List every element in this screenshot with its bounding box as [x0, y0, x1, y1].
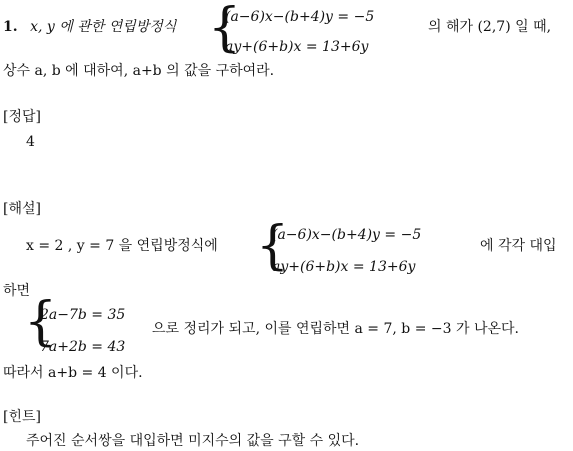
solution-system-eq2: ay+(6+b)x = 13+6y — [272, 259, 416, 275]
left-brace-icon: { — [24, 292, 58, 352]
left-brace-icon: { — [256, 216, 290, 276]
solution-line1-pre: x = 2 , y = 7 을 연립방정식에 — [26, 238, 218, 254]
problem-after: 의 해가 (2,7) 일 때, — [428, 19, 552, 35]
solution-system-eq1: (a−6)x−(b+4)y = −5 — [272, 227, 422, 243]
solution-line1-post: 에 각각 대입 — [480, 238, 557, 254]
problem-line-2: 상수 a, b 에 대하여, a+b 의 값을 구하여라. — [3, 63, 275, 79]
solution-heading: [해설] — [3, 201, 41, 217]
problem-line-1 — [3, 18, 176, 36]
problem-system-eq1: (a−6)x−(b+4)y = −5 — [225, 9, 375, 25]
solution-system2-eq1: 2a−7b = 35 — [40, 307, 126, 323]
solution-line3: 으로 정리가 되고, 이를 연립하면 a = 7, b = −3 가 나온다. — [152, 321, 519, 337]
hint-heading: [힌트] — [3, 409, 41, 425]
problem-intro: x, y 에 관한 연립방정식 — [30, 19, 177, 35]
problem-system-eq2: ay+(6+b)x = 13+6y — [225, 39, 369, 55]
answer-heading: [정답] — [3, 109, 41, 125]
left-brace-icon: { — [208, 0, 242, 58]
solution-line4: 따라서 a+b = 4 이다. — [3, 365, 143, 381]
hint-text: 주어진 순서쌍을 대입하면 미지수의 값을 구할 수 있다. — [26, 433, 360, 449]
problem-number: 1. — [3, 19, 18, 35]
solution-line2: 하면 — [3, 283, 31, 299]
solution-system2-eq2: 7a+2b = 43 — [40, 339, 126, 355]
answer-value: 4 — [26, 134, 35, 150]
